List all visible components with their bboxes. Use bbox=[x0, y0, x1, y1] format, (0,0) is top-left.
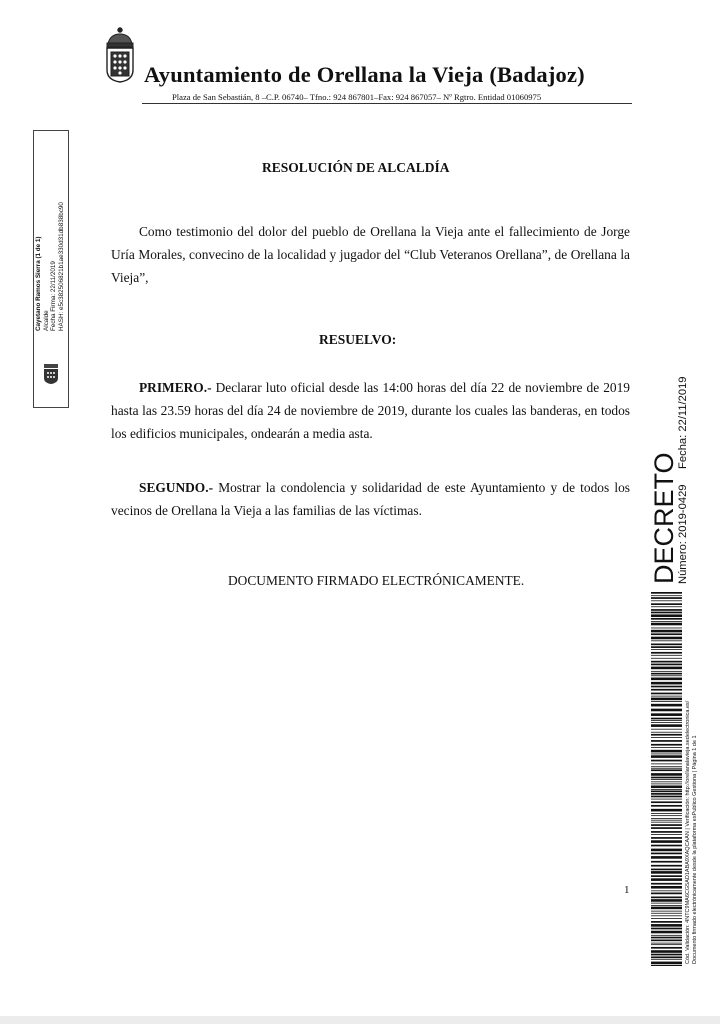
verification-text bbox=[685, 584, 701, 964]
header-address: Plaza de San Sebastián, 8 –C.P. 06740– Tfno.: 924 867801–Fax: 924 867057– Nº Rgtro. Entidad 01060975 bbox=[172, 92, 542, 102]
primero-label: PRIMERO.- bbox=[139, 380, 212, 395]
small-crest-icon bbox=[42, 363, 60, 385]
signature-hash: HASH: e5c382506821b1ae330d31db838bc90 bbox=[57, 202, 65, 331]
municipal-coat-of-arms-icon bbox=[103, 26, 137, 84]
page-bottom-band bbox=[0, 1016, 720, 1024]
decree-number: Número: 2019-0429 bbox=[677, 484, 689, 584]
signed-electronically-note: DOCUMENTO FIRMADO ELECTRÓNICAMENTE. bbox=[228, 573, 525, 588]
header-divider bbox=[142, 103, 632, 104]
page-title: Ayuntamiento de Orellana la Vieja (Badajoz) bbox=[144, 62, 585, 87]
primero-paragraph bbox=[111, 376, 630, 446]
decree-meta bbox=[677, 334, 693, 584]
decree-date: Fecha: 22/11/2019 bbox=[677, 376, 689, 469]
signer-role: Alcalde bbox=[42, 310, 50, 331]
segundo-paragraph bbox=[111, 476, 630, 522]
page-number: 1 bbox=[624, 884, 630, 896]
platform-note: Documento firmado electrónicamente desde la plataforma esPublico Gestiona | Página 1 de 1 bbox=[692, 735, 698, 964]
signature-box bbox=[33, 130, 69, 408]
signature-date: Fecha Firma: 22/11/2019 bbox=[50, 261, 58, 331]
segundo-label: SEGUNDO.- bbox=[139, 480, 214, 495]
decree-stamp: DECRETO bbox=[649, 452, 679, 584]
intro-paragraph: Como testimonio del dolor del pueblo de Orellana la Vieja ante el fallecimiento de Jorge Uría Morales, convecino de la localidad y jugador del “Club Veteranos Orellana”, de Orellana la Vieja”, bbox=[111, 224, 630, 286]
verification-code: Cód. Validación: 4NTC9MA6CG5AD1ABA9XAQCAAN | Verificación: http://orellanalavieja.sedelectronica.es/ bbox=[685, 700, 691, 964]
segundo-text: Mostrar la condolencia y solidaridad de este Ayuntamiento y de todos los vecinos de Orellana la Vieja a las familias de las víctimas. bbox=[111, 480, 630, 519]
signer-name: Cayetano Ramos Sierra (1 de 1) bbox=[35, 236, 42, 331]
primero-text: Declarar luto oficial desde las 14:00 horas del día 22 de noviembre de 2019 hasta las 23.59 horas del día 24 de noviembre de 2019, durante los cuales las banderas, en todos los edificios municipales, ondearán a media asta. bbox=[111, 380, 630, 442]
resuelvo-heading: RESUELVO: bbox=[319, 332, 397, 347]
barcode-icon bbox=[651, 592, 682, 966]
resolution-heading: RESOLUCIÓN DE ALCALDÍA bbox=[262, 160, 450, 175]
signature-details bbox=[35, 91, 69, 331]
